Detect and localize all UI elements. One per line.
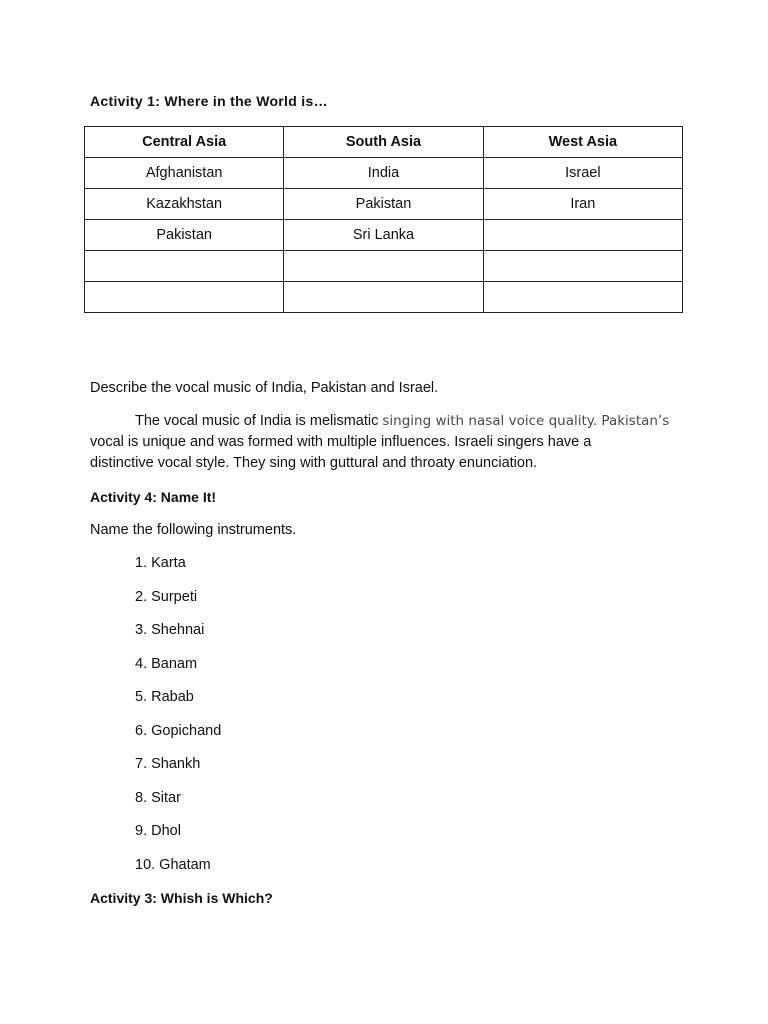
list-item: 6. Gopichand [135,723,222,739]
table-cell [284,282,483,313]
table-row [85,220,683,251]
table-row [85,158,683,189]
table-cell: Israel [483,158,682,189]
column-header-west-asia: West Asia [483,127,682,158]
table-cell [483,251,682,282]
list-item: 7. Shankh [135,756,201,772]
activity1-title: Activity 1: Where in the World is… [90,93,328,109]
list-item: 2. Surpeti [135,589,198,605]
table-cell: Iran [483,189,682,220]
table-cell: Kazakhstan [85,189,284,220]
table-cell: India [284,158,483,189]
table-cell [284,251,483,282]
list-item: 10. Ghatam [135,857,211,873]
region-table [84,126,683,313]
table-cell: Sri Lanka [284,220,483,251]
answer-line-3: distinctive vocal style. They sing with guttural and throaty enunciation. [90,455,538,471]
table-row [85,282,683,313]
table-row [85,251,683,282]
table-cell: Afghanistan [85,158,284,189]
list-item: 5. Rabab [135,689,194,705]
table-row [85,189,683,220]
activity3-title: Activity 3: Whish is Which? [90,890,273,906]
table-cell [85,282,284,313]
list-item: 4. Banam [135,656,198,672]
activity4-instruction: Name the following instruments. [90,522,297,538]
table-cell [483,282,682,313]
table-cell: Pakistan [85,220,284,251]
answer-text-part1: The vocal music of India is melismatic [135,413,383,429]
list-item: 3. Shehnai [135,622,205,638]
answer-line-2: vocal is unique and was formed with multiple influences. Israeli singers have a [90,434,592,450]
table-cell: Pakistan [284,189,483,220]
list-item: 8. Sitar [135,790,181,806]
activity4-title: Activity 4: Name It! [90,489,217,505]
table-cell [85,251,284,282]
table-header-row [85,127,683,158]
list-item: 9. Dhol [135,823,181,839]
table-cell [483,220,682,251]
column-header-central-asia: Central Asia [85,127,284,158]
describe-answer [90,411,690,474]
answer-text-part2: singing with nasal voice quality. Pakistan’s [382,413,670,429]
list-item: 1. Karta [135,555,186,571]
answer-line-1 [90,411,690,432]
column-header-south-asia: South Asia [284,127,483,158]
describe-prompt: Describe the vocal music of India, Pakistan and Israel. [90,380,439,396]
